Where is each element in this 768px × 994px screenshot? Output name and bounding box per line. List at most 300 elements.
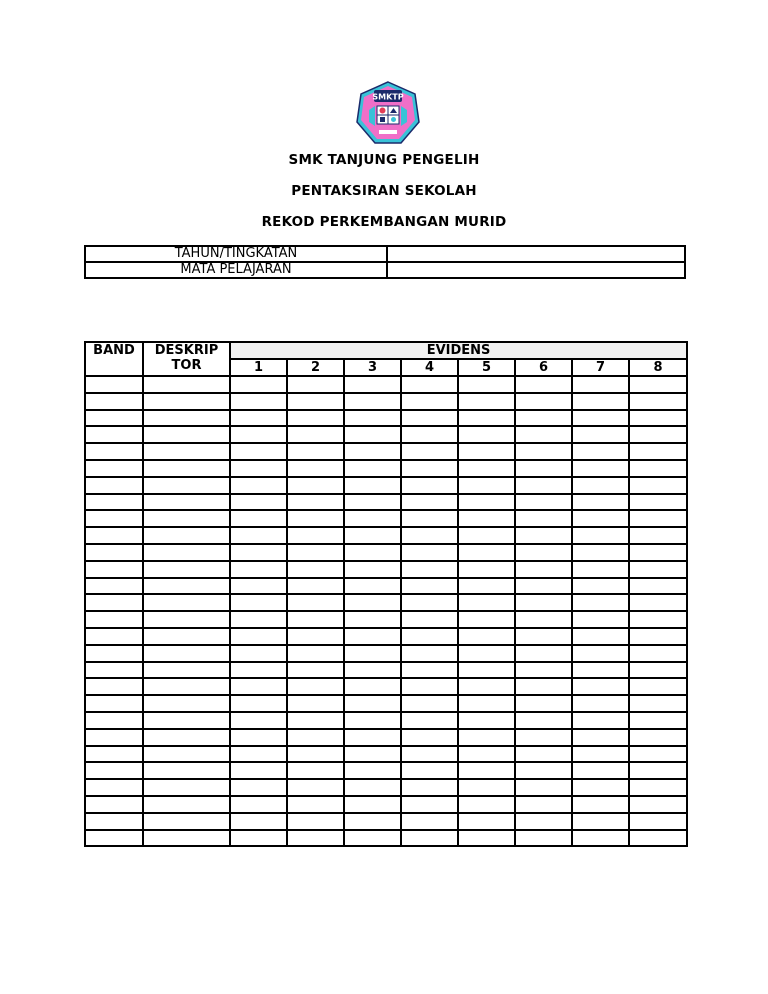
evidence-cell[interactable] xyxy=(401,460,458,477)
evidence-cell[interactable] xyxy=(515,662,572,679)
descriptor-cell[interactable] xyxy=(143,729,230,746)
evidence-cell[interactable] xyxy=(629,578,687,595)
evidence-cell[interactable] xyxy=(230,410,287,427)
table-row xyxy=(85,376,687,393)
evidence-cell[interactable] xyxy=(401,779,458,796)
evidence-cell[interactable] xyxy=(230,662,287,679)
evidence-cell[interactable] xyxy=(230,695,287,712)
descriptor-cell[interactable] xyxy=(143,611,230,628)
evidence-cell[interactable] xyxy=(458,678,515,695)
evidence-cell[interactable] xyxy=(515,578,572,595)
evidence-cell[interactable] xyxy=(458,578,515,595)
evidence-cell[interactable] xyxy=(572,527,629,544)
evidence-cell[interactable] xyxy=(287,426,344,443)
evidence-cell[interactable] xyxy=(401,813,458,830)
evidence-cell[interactable] xyxy=(287,410,344,427)
evidence-cell[interactable] xyxy=(629,746,687,763)
evidence-cell[interactable] xyxy=(230,712,287,729)
evidence-cell[interactable] xyxy=(629,544,687,561)
evidence-cell[interactable] xyxy=(515,594,572,611)
evidence-cell[interactable] xyxy=(287,611,344,628)
evidence-cell[interactable] xyxy=(344,376,401,393)
band-cell[interactable] xyxy=(85,460,143,477)
evidence-cell[interactable] xyxy=(401,695,458,712)
evidence-cell[interactable] xyxy=(629,443,687,460)
evidence-cell[interactable] xyxy=(287,376,344,393)
descriptor-cell[interactable] xyxy=(143,813,230,830)
evidence-cell[interactable] xyxy=(287,729,344,746)
evidence-cell[interactable] xyxy=(572,544,629,561)
table-row xyxy=(85,779,687,796)
evidence-cell[interactable] xyxy=(401,712,458,729)
evidence-cell[interactable] xyxy=(515,712,572,729)
table-row xyxy=(85,544,687,561)
evidence-cell[interactable] xyxy=(344,729,401,746)
band-cell[interactable] xyxy=(85,678,143,695)
evidence-cell[interactable] xyxy=(572,729,629,746)
evidence-cell[interactable] xyxy=(344,813,401,830)
evidence-cell[interactable] xyxy=(572,561,629,578)
evidence-cell[interactable] xyxy=(515,678,572,695)
evidence-cell[interactable] xyxy=(401,830,458,847)
evidence-cell[interactable] xyxy=(515,393,572,410)
evidence-cell[interactable] xyxy=(287,830,344,847)
evidence-cell[interactable] xyxy=(458,393,515,410)
band-cell[interactable] xyxy=(85,477,143,494)
band-cell[interactable] xyxy=(85,729,143,746)
evidence-cell[interactable] xyxy=(287,628,344,645)
band-cell[interactable] xyxy=(85,813,143,830)
evidence-cell[interactable] xyxy=(230,494,287,511)
descriptor-cell[interactable] xyxy=(143,527,230,544)
band-cell[interactable] xyxy=(85,494,143,511)
band-cell[interactable] xyxy=(85,544,143,561)
table-row xyxy=(85,426,687,443)
evidence-cell[interactable] xyxy=(344,746,401,763)
table-row xyxy=(85,746,687,763)
descriptor-cell[interactable] xyxy=(143,443,230,460)
evidence-cell[interactable] xyxy=(344,611,401,628)
evidence-cell[interactable] xyxy=(515,510,572,527)
evidence-cell[interactable] xyxy=(401,645,458,662)
evidence-cell[interactable] xyxy=(230,611,287,628)
band-cell[interactable] xyxy=(85,796,143,813)
evidence-cell[interactable] xyxy=(230,376,287,393)
table-row xyxy=(85,695,687,712)
evidence-cell[interactable] xyxy=(344,544,401,561)
evidence-cell[interactable] xyxy=(344,830,401,847)
evidence-cell[interactable] xyxy=(629,477,687,494)
info-row-subject xyxy=(85,262,685,278)
evidence-cell[interactable] xyxy=(458,628,515,645)
evidence-cell[interactable] xyxy=(572,712,629,729)
evidence-cell[interactable] xyxy=(572,594,629,611)
band-cell[interactable] xyxy=(85,578,143,595)
evidence-cell[interactable] xyxy=(230,796,287,813)
evidence-cell[interactable] xyxy=(629,410,687,427)
evidence-cell[interactable] xyxy=(629,712,687,729)
evidence-cell[interactable] xyxy=(572,510,629,527)
evidence-cell[interactable] xyxy=(572,426,629,443)
evidence-cell[interactable] xyxy=(458,426,515,443)
descriptor-cell[interactable] xyxy=(143,712,230,729)
evidence-cell[interactable] xyxy=(629,527,687,544)
evidence-cell[interactable] xyxy=(401,594,458,611)
evidence-cell[interactable] xyxy=(401,628,458,645)
evidence-cell[interactable] xyxy=(458,477,515,494)
band-cell[interactable] xyxy=(85,510,143,527)
evidence-cell[interactable] xyxy=(515,830,572,847)
evidence-cell[interactable] xyxy=(401,443,458,460)
evidence-cell[interactable] xyxy=(458,813,515,830)
band-cell[interactable] xyxy=(85,695,143,712)
evidence-cell[interactable] xyxy=(287,544,344,561)
evidence-cell[interactable] xyxy=(230,813,287,830)
band-cell[interactable] xyxy=(85,393,143,410)
evidence-cell[interactable] xyxy=(287,393,344,410)
evidence-cell[interactable] xyxy=(515,376,572,393)
table-row xyxy=(85,594,687,611)
evidence-cell[interactable] xyxy=(572,410,629,427)
evidence-cell[interactable] xyxy=(458,443,515,460)
evidence-cell[interactable] xyxy=(401,527,458,544)
evidence-cell[interactable] xyxy=(572,695,629,712)
evidence-cell[interactable] xyxy=(572,678,629,695)
evidence-cell[interactable] xyxy=(401,376,458,393)
evidence-cell[interactable] xyxy=(515,762,572,779)
evidence-cell[interactable] xyxy=(344,410,401,427)
evidence-cell[interactable] xyxy=(401,796,458,813)
evidence-cell[interactable] xyxy=(344,762,401,779)
descriptor-cell[interactable] xyxy=(143,426,230,443)
descriptor-cell[interactable] xyxy=(143,393,230,410)
evidence-cell[interactable] xyxy=(287,712,344,729)
evidence-cell[interactable] xyxy=(515,796,572,813)
evidence-cell[interactable] xyxy=(515,477,572,494)
descriptor-cell[interactable] xyxy=(143,578,230,595)
evidence-cell[interactable] xyxy=(572,376,629,393)
evidence-cell[interactable] xyxy=(287,813,344,830)
evidence-cell[interactable] xyxy=(572,645,629,662)
band-cell[interactable] xyxy=(85,779,143,796)
descriptor-cell[interactable] xyxy=(143,628,230,645)
evidence-cell[interactable] xyxy=(458,410,515,427)
evidence-cell[interactable] xyxy=(515,746,572,763)
evidence-cell[interactable] xyxy=(629,426,687,443)
evidence-cell[interactable] xyxy=(344,510,401,527)
evidence-cell[interactable] xyxy=(230,443,287,460)
table-row xyxy=(85,443,687,460)
evidence-cell[interactable] xyxy=(287,561,344,578)
evidence-cell[interactable] xyxy=(458,527,515,544)
evidence-cell[interactable] xyxy=(572,662,629,679)
band-cell[interactable] xyxy=(85,746,143,763)
descriptor-cell[interactable] xyxy=(143,460,230,477)
evidence-cell[interactable] xyxy=(458,494,515,511)
evidence-cell[interactable] xyxy=(401,393,458,410)
descriptor-cell[interactable] xyxy=(143,561,230,578)
evidence-cell[interactable] xyxy=(344,426,401,443)
evidence-cell[interactable] xyxy=(344,393,401,410)
evidence-cell[interactable] xyxy=(572,611,629,628)
evidence-cell[interactable] xyxy=(401,762,458,779)
descriptor-cell[interactable] xyxy=(143,695,230,712)
table-row xyxy=(85,510,687,527)
evidence-cell[interactable] xyxy=(230,477,287,494)
evidence-cell[interactable] xyxy=(458,712,515,729)
record-table xyxy=(84,341,688,847)
evidence-cell[interactable] xyxy=(458,695,515,712)
evidence-cell[interactable] xyxy=(344,477,401,494)
band-cell[interactable] xyxy=(85,830,143,847)
evidence-cell[interactable] xyxy=(230,544,287,561)
evidence-cell[interactable] xyxy=(230,578,287,595)
evidence-cell[interactable] xyxy=(629,393,687,410)
evidence-cell[interactable] xyxy=(230,561,287,578)
evidence-cell[interactable] xyxy=(458,796,515,813)
evidence-cell[interactable] xyxy=(287,477,344,494)
evidence-cell[interactable] xyxy=(287,779,344,796)
evidence-cell[interactable] xyxy=(458,830,515,847)
descriptor-cell[interactable] xyxy=(143,796,230,813)
evidence-cell[interactable] xyxy=(230,830,287,847)
table-row xyxy=(85,645,687,662)
evidence-cell[interactable] xyxy=(629,779,687,796)
evidence-cell[interactable] xyxy=(458,662,515,679)
evidence-cell[interactable] xyxy=(401,678,458,695)
evidence-cell[interactable] xyxy=(287,695,344,712)
evidence-cell[interactable] xyxy=(401,561,458,578)
evidence-cell[interactable] xyxy=(515,611,572,628)
evidence-cell[interactable] xyxy=(344,561,401,578)
evidence-cell[interactable] xyxy=(230,426,287,443)
evidence-cell[interactable] xyxy=(458,746,515,763)
band-cell[interactable] xyxy=(85,426,143,443)
descriptor-cell[interactable] xyxy=(143,477,230,494)
evidence-cell[interactable] xyxy=(629,460,687,477)
evidence-cell[interactable] xyxy=(287,645,344,662)
evidence-cell[interactable] xyxy=(401,611,458,628)
evidence-cell[interactable] xyxy=(515,779,572,796)
evidence-cell[interactable] xyxy=(344,779,401,796)
evidence-cell[interactable] xyxy=(230,460,287,477)
evidence-cell[interactable] xyxy=(230,628,287,645)
evidence-cell[interactable] xyxy=(572,460,629,477)
evidence-cell[interactable] xyxy=(230,510,287,527)
evidence-cell[interactable] xyxy=(344,712,401,729)
evidence-cell[interactable] xyxy=(287,594,344,611)
evidence-cell[interactable] xyxy=(572,628,629,645)
evidence-cell[interactable] xyxy=(230,527,287,544)
evidence-cell[interactable] xyxy=(458,460,515,477)
evidence-cell[interactable] xyxy=(515,628,572,645)
evidence-cell[interactable] xyxy=(458,611,515,628)
evidence-cell[interactable] xyxy=(572,796,629,813)
evidence-cell[interactable] xyxy=(344,678,401,695)
band-cell[interactable] xyxy=(85,410,143,427)
evidence-cell[interactable] xyxy=(629,594,687,611)
evidence-cell[interactable] xyxy=(458,594,515,611)
evidence-cell[interactable] xyxy=(572,477,629,494)
evidence-cell[interactable] xyxy=(344,645,401,662)
descriptor-cell[interactable] xyxy=(143,494,230,511)
evidence-cell[interactable] xyxy=(515,527,572,544)
band-cell[interactable] xyxy=(85,376,143,393)
evidence-cell[interactable] xyxy=(629,645,687,662)
year-form-value[interactable] xyxy=(387,246,685,262)
evidence-cell[interactable] xyxy=(344,443,401,460)
evidence-cell[interactable] xyxy=(629,678,687,695)
descriptor-cell[interactable] xyxy=(143,544,230,561)
evidence-cell[interactable] xyxy=(629,611,687,628)
evidence-cell[interactable] xyxy=(401,746,458,763)
evidence-cell[interactable] xyxy=(344,460,401,477)
evidence-cell[interactable] xyxy=(572,762,629,779)
evidence-cell[interactable] xyxy=(230,678,287,695)
evidence-cell[interactable] xyxy=(515,426,572,443)
evidence-cell[interactable] xyxy=(287,460,344,477)
evidence-cell[interactable] xyxy=(515,695,572,712)
evidence-cell[interactable] xyxy=(458,510,515,527)
evidence-cell[interactable] xyxy=(344,662,401,679)
evidence-cell[interactable] xyxy=(629,830,687,847)
band-cell[interactable] xyxy=(85,662,143,679)
band-cell[interactable] xyxy=(85,645,143,662)
descriptor-cell[interactable] xyxy=(143,830,230,847)
evidence-cell[interactable] xyxy=(515,410,572,427)
band-cell[interactable] xyxy=(85,628,143,645)
band-cell[interactable] xyxy=(85,712,143,729)
evidence-cell[interactable] xyxy=(287,678,344,695)
evidence-cell[interactable] xyxy=(629,695,687,712)
evidence-cell[interactable] xyxy=(287,510,344,527)
evidence-cell[interactable] xyxy=(287,796,344,813)
evidence-cell[interactable] xyxy=(344,695,401,712)
band-cell[interactable] xyxy=(85,594,143,611)
evidence-cell[interactable] xyxy=(629,628,687,645)
evidence-cell[interactable] xyxy=(344,594,401,611)
evidence-cell[interactable] xyxy=(287,443,344,460)
evidence-cell[interactable] xyxy=(344,494,401,511)
evidence-cell[interactable] xyxy=(287,527,344,544)
descriptor-cell[interactable] xyxy=(143,376,230,393)
band-cell[interactable] xyxy=(85,611,143,628)
evidence-cell[interactable] xyxy=(515,645,572,662)
table-row xyxy=(85,796,687,813)
table-row xyxy=(85,393,687,410)
band-cell[interactable] xyxy=(85,762,143,779)
band-cell[interactable] xyxy=(85,561,143,578)
evidence-cell[interactable] xyxy=(629,796,687,813)
descriptor-cell[interactable] xyxy=(143,762,230,779)
descriptor-cell[interactable] xyxy=(143,510,230,527)
evidence-cell[interactable] xyxy=(629,762,687,779)
evidence-cell[interactable] xyxy=(629,510,687,527)
evidence-cell[interactable] xyxy=(401,729,458,746)
evidence-cell[interactable] xyxy=(401,662,458,679)
evidence-cell[interactable] xyxy=(515,494,572,511)
evidence-cell[interactable] xyxy=(401,510,458,527)
evidence-cell[interactable] xyxy=(287,494,344,511)
evidence-cell[interactable] xyxy=(230,746,287,763)
evidence-cell[interactable] xyxy=(230,393,287,410)
evidence-cell[interactable] xyxy=(572,746,629,763)
evidence-cell[interactable] xyxy=(287,746,344,763)
evidence-cell[interactable] xyxy=(572,578,629,595)
descriptor-cell[interactable] xyxy=(143,410,230,427)
evidence-cell[interactable] xyxy=(287,662,344,679)
evidence-cell[interactable] xyxy=(344,628,401,645)
subject-value[interactable] xyxy=(387,262,685,278)
evidence-cell[interactable] xyxy=(344,796,401,813)
band-cell[interactable] xyxy=(85,527,143,544)
evidence-cell[interactable] xyxy=(629,662,687,679)
evidence-col-8: 8 xyxy=(629,359,687,376)
band-cell[interactable] xyxy=(85,443,143,460)
descriptor-header-line1: DESKRIP xyxy=(154,343,219,358)
evidence-cell[interactable] xyxy=(287,578,344,595)
evidence-cell[interactable] xyxy=(515,443,572,460)
evidence-cell[interactable] xyxy=(458,779,515,796)
evidence-cell[interactable] xyxy=(515,460,572,477)
evidence-cell[interactable] xyxy=(515,544,572,561)
descriptor-cell[interactable] xyxy=(143,746,230,763)
evidence-cell[interactable] xyxy=(629,376,687,393)
evidence-cell[interactable] xyxy=(230,779,287,796)
evidence-cell[interactable] xyxy=(230,762,287,779)
evidence-cell[interactable] xyxy=(572,830,629,847)
evidence-cell[interactable] xyxy=(401,426,458,443)
table-row xyxy=(85,460,687,477)
evidence-cell[interactable] xyxy=(458,762,515,779)
descriptor-cell[interactable] xyxy=(143,779,230,796)
evidence-cell[interactable] xyxy=(572,443,629,460)
evidence-cell[interactable] xyxy=(515,561,572,578)
evidence-cell[interactable] xyxy=(458,561,515,578)
evidence-cell[interactable] xyxy=(401,578,458,595)
descriptor-cell[interactable] xyxy=(143,678,230,695)
evidence-cell[interactable] xyxy=(401,477,458,494)
evidence-cell[interactable] xyxy=(629,813,687,830)
evidence-cell[interactable] xyxy=(230,729,287,746)
evidence-cell[interactable] xyxy=(230,645,287,662)
evidence-cell[interactable] xyxy=(458,729,515,746)
evidence-cell[interactable] xyxy=(401,410,458,427)
evidence-cell[interactable] xyxy=(572,494,629,511)
evidence-cell[interactable] xyxy=(572,779,629,796)
descriptor-cell[interactable] xyxy=(143,645,230,662)
evidence-cell[interactable] xyxy=(572,393,629,410)
evidence-cell[interactable] xyxy=(458,544,515,561)
evidence-cell[interactable] xyxy=(458,645,515,662)
evidence-cell[interactable] xyxy=(344,527,401,544)
evidence-cell[interactable] xyxy=(629,561,687,578)
descriptor-cell[interactable] xyxy=(143,662,230,679)
evidence-cell[interactable] xyxy=(344,578,401,595)
evidence-cell[interactable] xyxy=(458,376,515,393)
evidence-cell[interactable] xyxy=(230,594,287,611)
evidence-cell[interactable] xyxy=(401,494,458,511)
evidence-cell[interactable] xyxy=(287,762,344,779)
evidence-cell[interactable] xyxy=(629,729,687,746)
descriptor-header-line2: TOR xyxy=(171,358,202,373)
evidence-cell[interactable] xyxy=(572,813,629,830)
evidence-cell[interactable] xyxy=(401,544,458,561)
evidence-cell[interactable] xyxy=(515,729,572,746)
evidence-cell[interactable] xyxy=(515,813,572,830)
evidence-cell[interactable] xyxy=(629,494,687,511)
descriptor-cell[interactable] xyxy=(143,594,230,611)
